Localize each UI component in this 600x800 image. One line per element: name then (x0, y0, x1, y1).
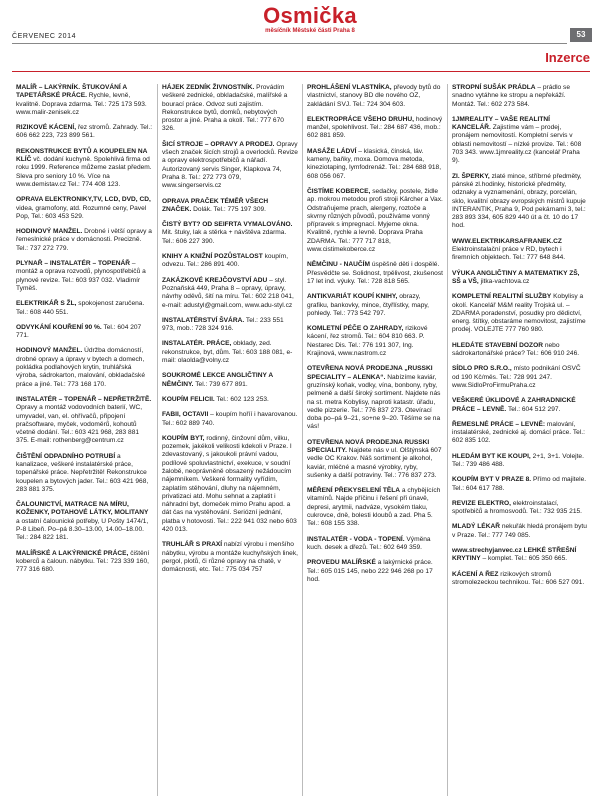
classified-ad (16, 550, 153, 575)
ad-body: převody bytů do vlastnictví, stanovy BD dle nového OZ, zakládání SVJ. Tel.: 724 304 603. (307, 84, 441, 108)
ad-title: HODINOVÝ MANŽEL. (16, 347, 83, 355)
ad-title: RIZIKOVÉ KÁCENÍ, (16, 124, 77, 132)
ad-title: OPRAVA ELEKTRONIKY,TV, LCD, DVD, CD, (16, 196, 151, 204)
ad-title: STROPNÍ SUŠÁK PRÁDLA (452, 84, 536, 91)
ad-body: nekuřák hledá pronájem bytu v Praze. Tel.: 777 749 085. (452, 523, 587, 539)
ad-body: Nabízíme kaviár, gruzínský koňak, vodky, vína, bonbony, ryby, pelmeně a další široký sortiment. Najdete nás na st. metra Kobylisy, naproti katastr. úřadu, vedle pizzerie. Tel.: 776 837 273. Otevírací doba po–pá 9–21, so+ne 9–20. Těšíme se na vás! (307, 373, 441, 431)
ad-body: sedačky, postele, židle ap. mokrou metodou profi stroji Kärcher a Vax. Odstraňujeme prach, alergeny, roztoče a skvrny různých původů, používáme vonný přípravek s impregnací. Myjeme okna. Kvalitně, rychle a levně. Doprava Praha ZDARMA. Tel.: 777 717 818, www.cistimekoberce.cz (307, 187, 443, 254)
classified-ad (162, 221, 298, 246)
classified-ad (307, 261, 443, 286)
classified-ad (307, 487, 443, 528)
ad-title: KOUPÍM BYT, (162, 434, 205, 442)
ad-body: Mit. štuky, lak a stěrka + návštěva zdarma. Tel.: 606 227 390. (162, 229, 287, 245)
ad-title: MASÁŽE LÁDVÍ (307, 147, 357, 155)
ad-body: řez stromů. Zahrady. Tel.: 606 662 223, 723 899 561. (16, 124, 153, 140)
classified-ad (307, 188, 443, 254)
header-rule (12, 43, 567, 44)
classified-ad (162, 198, 298, 215)
ad-body: – komplet. Tel.: 605 350 665. (482, 555, 568, 563)
classified-ad (452, 173, 588, 231)
issue-date: ČERVENEC 2014 (12, 33, 77, 40)
classified-ad (162, 253, 298, 270)
classified-ad (452, 84, 588, 109)
classified-ad (452, 270, 588, 287)
classified-ad (162, 84, 298, 134)
ad-title: ČALOUNICTVÍ, MATRACE NA MÍRU, KOŽENKY, POTAHOVÉ LÁTKY, MOLITANY (16, 501, 149, 517)
ad-body: videa, gramofony, atd. Rozumné ceny, Pavel Pop, Tel.: 603 453 529. (16, 204, 147, 220)
logo-name: Osmička (263, 3, 357, 28)
ad-title: ODVYKÁNÍ KOUŘENÍ 90 %. (16, 323, 102, 331)
classified-ad (452, 365, 588, 390)
ad-column-3 (302, 84, 447, 796)
classified-ad (162, 340, 298, 365)
ad-body: Drobné i větší opravy a řemeslnické práce v domácnosti. Precizně. Tel.: 737 272 779. (16, 228, 152, 252)
classified-ad (162, 541, 298, 574)
ad-body: – montáž a oprava rozvodů, plynospotřebičů a plynové revize. Tel.: 603 937 032. Vladimír Tyměš. (16, 260, 146, 292)
ad-column-4 (447, 84, 592, 796)
classified-ad (307, 559, 443, 584)
ad-title: MALÍŘ – LAKÝRNÍK. ŠTUKOVÁNÍ A TAPETÁŘSKÉ PRÁCE. (16, 84, 127, 100)
ad-title: PROVEDU MALÍŘSKÉ (307, 559, 376, 567)
classified-ad (452, 547, 588, 564)
ad-body: Rychle, levně, kvalitně. Doprava zdarma. Tel.: 725 173 593. www.malir-zenisek.cz (16, 92, 147, 116)
ad-title: VEŠKERÉ ÚKLIDOVÉ A ZAHRADNICKÉ PRÁCE – LEVNĚ. (452, 397, 576, 413)
classified-ad (16, 300, 153, 317)
classified-ad (16, 260, 153, 293)
ad-title: KOMPLETNÍ REALITNÍ SLUŽBY (452, 293, 552, 301)
ad-body: Dolák. Tel.: 775 197 309. (193, 205, 266, 213)
ad-body: vč. dodání kuchyně. Spolehlivá firma od roku 1999. Reference můžeme zaslat předem. Sleva pro seniory 10 %. Více na www.demistav.cz Tel.: 774 408 123. (16, 156, 152, 188)
ad-title: PROHLÁŠENÍ VLASTNÍKA, (307, 84, 392, 91)
classified-ad (162, 141, 298, 191)
ad-title: ZI. ŠPERKY, (452, 172, 490, 180)
ad-title: WWW.ELEKTRIKARSAFRANEK.CZ (452, 237, 562, 245)
ad-body: a ostatní čalounické potřeby, U Pošty 1474/1, P-8 Libeň. Po–pá 8.30–13.00, 14.00–18.00. Tel.: 284 822 181. (16, 517, 149, 542)
classified-ad (162, 372, 298, 389)
ad-body: obrazy, grafiku, bankovky, mince, čtyřlístky, mapy, pohledy. Tel.: 773 542 797. (307, 293, 430, 317)
ad-title: NĚMČINU - NAUČÍM (307, 261, 371, 269)
ad-title: ELEKTROPRÁCE VŠEHO DRUHU, (307, 115, 414, 123)
ad-title: SÍDLO PRO S.R.O., (452, 365, 512, 373)
ad-title: INSTALATÉR. PRÁCE, (162, 340, 232, 348)
ad-body: a lakýrnické práce. Tel.: 605 015 145, nebo 222 946 268 po 17 hod. (307, 559, 433, 583)
ad-title: KOUPÍM FELICII. (162, 395, 215, 403)
classified-ad (16, 196, 153, 221)
ad-title: SOUKROMÉ LEKCE ANGLIČTINY A NĚMČINY. (162, 372, 273, 388)
ad-body: rizikové kácení, řez stromů. Tel.: 604 810 663. P. Nestarec Dis. Tel.: 776 191 307, Ing. Krajinová, www.nastrom.cz (307, 325, 428, 358)
classified-ad (452, 342, 588, 359)
ad-title: KÁCENÍ A ŘEZ (452, 570, 499, 578)
ad-body: Výměna kuch. desek a dřezů. Tel.: 602 649 359. (307, 535, 431, 551)
ad-title: ZAKÁZKOVÉ KREJČOVSTVÍ ADU (162, 276, 268, 284)
classified-ad (307, 116, 443, 141)
ad-body: jitka-vachtova.cz (480, 277, 530, 285)
classified-ad (307, 365, 443, 431)
page-header (0, 0, 600, 80)
ad-body: obklady, zed. rekonstrukce, byt, dům. Tel.: 603 188 081, e-mail: olaolda@volny.cz (162, 340, 293, 365)
classified-ad (452, 397, 588, 414)
ad-body: Tel.: 602 123 253. (216, 395, 269, 403)
classified-ad (16, 84, 153, 117)
classified-ad (162, 396, 298, 404)
ad-body: spokojenost zaručena. Tel.: 608 440 551. (16, 300, 145, 316)
ad-body: Opravy a montáž vodovodních baterií, WC, umyvadel, van, el. ohřívačů, připojení pračsoftware, myček, vodoměrů, kohoutů včetně dodání. Tel.: 603 421 968, 283 881 375. E-mail: rothenberg@centrum.cz (16, 404, 143, 445)
ad-body: hodinový manžel, spolehlivost. Tel.: 284 687 436, mob.: 602 881 859. (307, 115, 443, 140)
ad-body: Tel.: 604 207 771. (16, 323, 142, 340)
ad-body: Údržba domácností, drobné opravy a úpravy v bytech a domech, pokládka podlahových krytin, truhlářská výroba, sádrokarton, malování, obkladačské práce a jiné. Tel.: 773 168 170. (16, 347, 146, 388)
ad-title: INSTALATÉR – TOPENÁŘ – NEPŘETRŽITĚ. (16, 395, 152, 403)
ad-title: ELEKTRIKÁŘ S ŽL, (16, 300, 77, 308)
ad-title: TRUHLÁŘ S PRAXÍ (162, 541, 223, 549)
classified-ad (162, 411, 298, 428)
ad-body: Opravy všech značek šicích strojů a overlocků. Revize a opravy elektrospotřebičů a nářadí. Autorizovaný servis Singer, Klapkova 74, Praha 8. Tel.: 272 773 079, www.singerservis.cz (162, 140, 298, 190)
ad-body: a chybějících vitamínů. Najde příčinu i řešení při únavě, depresi, arytmii, nadváze, vysokém tlaku, cukrovce, dně, bolesti kloubů a zad. Pha 5. Tel.: 608 155 338. (307, 487, 441, 528)
ad-body: Provádím veškeré zednické, obkladačské, malířské a bourací práce. Odvoz suti zajistím. Rekonstrukce bytů, domků, nebytových prostor a jiné. Praha a okolí. Tel.: 777 670 326. (162, 84, 288, 133)
section-title: Inzerce (545, 50, 590, 65)
ad-title: ŘEMESLNÉ PRÁCE – LEVNĚ: (452, 420, 546, 428)
ad-body: čištění koberců a čaloun. nábytku. Tel.: 723 339 160, 777 316 680. (16, 549, 150, 574)
ad-title: ŠICÍ STROJE – OPRAVY A PRODEJ. (162, 140, 275, 148)
ad-title: ČISTÍME KOBERCE, (307, 187, 371, 195)
classified-ad (452, 500, 588, 517)
classified-ad (16, 347, 153, 388)
ad-body: rodinný, činžovní dům, vilku, pozemek, jakékoli velikosti kdekoli v Praze. I zdevastovaný, s jakoukoli právní vadou, podílové spoluvlastnictví, exekuce, v soudní žalobě, neoprávněně obsazený nežádoucím nájemníkem. Veškeré formality vyřídím, zaplatím stěhování, dluhy na nájemném, privatizaci atd. Mohu sehnat a zaplatit i náhradní byt, domeček mimo Prahu apod. a dát čas na vystěhování. Seriózní jednání, platba v hotovosti. Tel.: 222 941 032 nebo 603 420 013. (162, 434, 297, 534)
ad-title: KNIHY A KNIŽNÍ POZŮSTALOST (162, 253, 263, 261)
logo-subtitle: měsíčník Městské části Praha 8 (265, 28, 355, 34)
classified-ad (307, 148, 443, 181)
ad-body: nabízí výrobu i menšího nábytku, výrobu a montáže kuchyňských linek, pergol, plotů, či různé opravy na chatě, v domácnosti, etc. Tel.: 775 034 757 (162, 541, 298, 574)
classified-ad (16, 124, 153, 141)
section-rule (12, 71, 590, 72)
classified-ad (452, 421, 588, 446)
ad-body: Tel.: 739 677 891. (195, 380, 248, 388)
ad-body: Kobylisy a okolí. Kancelář M&M reality Trojská ul. – ZDARMA poradenství, posudky pro dědictví, energ. štítky, obstaráme nemovitost, zajistíme prodej. VOLEJTE 777 760 980. (452, 293, 586, 334)
ad-body: elektroinstalací, spotřebičů a hromosvodů. Tel.: 732 935 215. (452, 499, 583, 516)
ad-title: FABII, OCTAVII (162, 411, 209, 419)
ad-title: ČIŠTĚNÍ ODPADNÍHO POTRUBÍ (16, 452, 116, 460)
ad-title: ČISTÝ BYT? OD SEIFRTA VYMALOVÁNO. (162, 221, 293, 229)
ad-body: – styl. Poznaňská 449, Praha 8 – opravy, úpravy, návrhy oděvů, šití na míru. Tel.: 602 218 041, e-mail: adustyl@gmail.com, www.adu-styl.cz (162, 276, 294, 309)
ad-body: místo podnikání OSVČ od 190 Kč/měs. Tel.: 728 991 247. www.SidloProFirmuPraha.cz (452, 365, 581, 389)
ad-title: HLEDÁTE STAVEBNÍ DOZOR (452, 341, 543, 349)
ad-title: REVIZE ELEKTRO, (452, 499, 511, 507)
classified-ad (162, 435, 298, 535)
classified-ad (16, 396, 153, 446)
ad-title: PLYNAŘ – INSTALATÉR – TOPENÁŘ (16, 260, 131, 268)
ad-body: malování, instalatérské, zednické aj. domácí práce. Tel.: 602 835 102. (452, 420, 585, 445)
ad-title: OTEVŘENA NOVÁ PRODEJNA RUSSKI SPECIALITY. (307, 438, 430, 454)
ad-body: a kanalizace, veškeré instalatérské práce, topenářské práce. Nepřetržitě! Rekonstrukce koupelen a bytových jader. Tel.: 603 421 968, 283 881 375. (16, 452, 149, 493)
classified-ad (452, 238, 588, 263)
ad-title: 1JMREALITY – VAŠE REALITNÍ KANCELÁŘ. (452, 115, 550, 132)
classified-ad (162, 277, 298, 310)
ad-title: OTEVŘENA NOVÁ PRODEJNA „RUSSKI SPECIALITY – ALENKA“. (307, 365, 433, 381)
ad-title: HÁJEK ZEDNÍK ŽIVNOSTNÍK. (162, 84, 255, 91)
classified-ad (16, 148, 153, 189)
ad-title: KOUPÍM BYT V PRAZE 8. (452, 476, 532, 484)
ad-body: Najdete nás v ul. Olštýnská 607 vedle OC Krakov. Náš sortiment je alkohol, kaviár, mléčné a masné výrobky, ryby, sušenky a další potraviny. Tel.: 776 837 273. (307, 446, 442, 479)
ad-title: INSTALATÉRSTVÍ ŠVÁRA. (162, 316, 245, 324)
ad-title: OPRAVA PRAČEK TÉMĚŘ VŠECH ZNAČEK. (162, 197, 269, 213)
classified-ad (307, 325, 443, 358)
classified-ad (452, 116, 588, 166)
classified-ad (16, 501, 153, 542)
classified-ad (307, 293, 443, 318)
ad-title: HLEDÁM BYT KE KOUPI, (452, 452, 531, 460)
classified-ad (452, 571, 588, 588)
ad-title: www.strechyjanvec.cz LEHKÉ STŘEŠNÍ KRYTINY (452, 547, 577, 563)
ad-body: – prádlo se snadno vytáhne ke stropu a nepřekáží. Montáž. Tel.: 602 273 584. (452, 84, 570, 108)
ad-title: KOMLETNÍ PÉČE O ZAHRADY, (307, 325, 404, 333)
ad-title: HODINOVÝ MANŽEL. (16, 228, 83, 236)
ad-title: MALÍŘSKÉ A LAKÝRNICKÉ PRÁCE, (16, 549, 129, 557)
classified-ad (452, 293, 588, 334)
ad-body: Tel.: 604 512 297. (507, 405, 561, 413)
ad-title: INSTALATÉR - VODA - TOPENÍ. (307, 535, 405, 543)
ad-body: úspěšně děti i dospělé. Přesvědčte se. Solidnost, trpělivost, zkušenost 17 let ind. výuky. Tel.: 728 818 565. (307, 261, 443, 285)
ad-body: koupím, odvezu. Tel.: 286 891 400. (162, 253, 289, 269)
ad-body: Tel.: 233 551 973, mob.: 728 324 916. (162, 316, 284, 333)
ad-column-1 (12, 84, 157, 796)
ad-body: Přímo od majitele. Tel.: 604 617 788. (452, 476, 587, 492)
magazine-logo (250, 4, 370, 35)
classified-ad (307, 439, 443, 480)
ad-body: – koupím hoříí i havarovanou. Tel.: 602 889 740. (162, 411, 298, 427)
page-number: 53 (570, 28, 592, 42)
ad-title: ANTIKVARIÁT KOUPÍ KNIHY, (307, 293, 398, 301)
ad-body: zlaté mince, stříbrné předměty, pánské zl.hodinky, historické předměty, odznaky a vyznamenání, obrazy, porcelán, sklo, kvalitní obrazy evropských mistrů kupuje INTERANTIK, Praha 9, Pod pekárnami 3, tel.: 283 893 334, 605 829 440 út a čt. 10 do 17 hod. (452, 172, 586, 230)
ad-column-2 (157, 84, 302, 796)
classified-ad (452, 476, 588, 493)
classified-ad (452, 453, 588, 470)
ad-body: Elektroinstalační práce v RD, bytech i firemních objektech. Tel.: 777 648 844. (452, 246, 566, 262)
classified-ad (16, 324, 153, 341)
classified-ad (162, 317, 298, 334)
classified-ad (452, 523, 588, 540)
ad-title: VÝUKA ANGLIČTINY A MATEMATIKY ZŠ, SŠ a VŠ, (452, 269, 580, 285)
ad-body: Zajistíme vám – prodej, pronájem nemovitostí. Kompletní servis v oblasti nemovitostí – nízké provize. Tel.: 608 703 343. www.1jmreality.cz (kancelář Praha 9). (452, 124, 582, 165)
classified-ad (307, 536, 443, 553)
ad-body: – klasická, čínská, láv. kameny, baňky, moxa. Domova metoda, kineziotaping, lymfodrenáž. Tel.: 284 688 918, 608 056 067. (307, 147, 442, 180)
ad-title: MLADÝ LÉKAŘ (452, 523, 500, 531)
classified-ad (16, 453, 153, 494)
ad-body: 2+1, 3+1. Volejte. Tel.: 739 486 488. (452, 452, 584, 468)
classified-ad (16, 228, 153, 253)
ad-columns (12, 84, 592, 796)
ad-title: MĚŘENÍ PŘEKYSELENÍ TĚLA (307, 487, 401, 495)
classified-ad (307, 84, 443, 109)
ad-body: rizikových stromů stromolezeckou technikou. Tel.: 606 527 091. (452, 570, 585, 586)
ad-title: REKONSTRUKCE BYTŮ A KOUPELEN NA KLÍČ (16, 147, 148, 164)
ad-body: nebo sádrokartonářské práce? Tel.: 606 910 246. (452, 341, 580, 358)
